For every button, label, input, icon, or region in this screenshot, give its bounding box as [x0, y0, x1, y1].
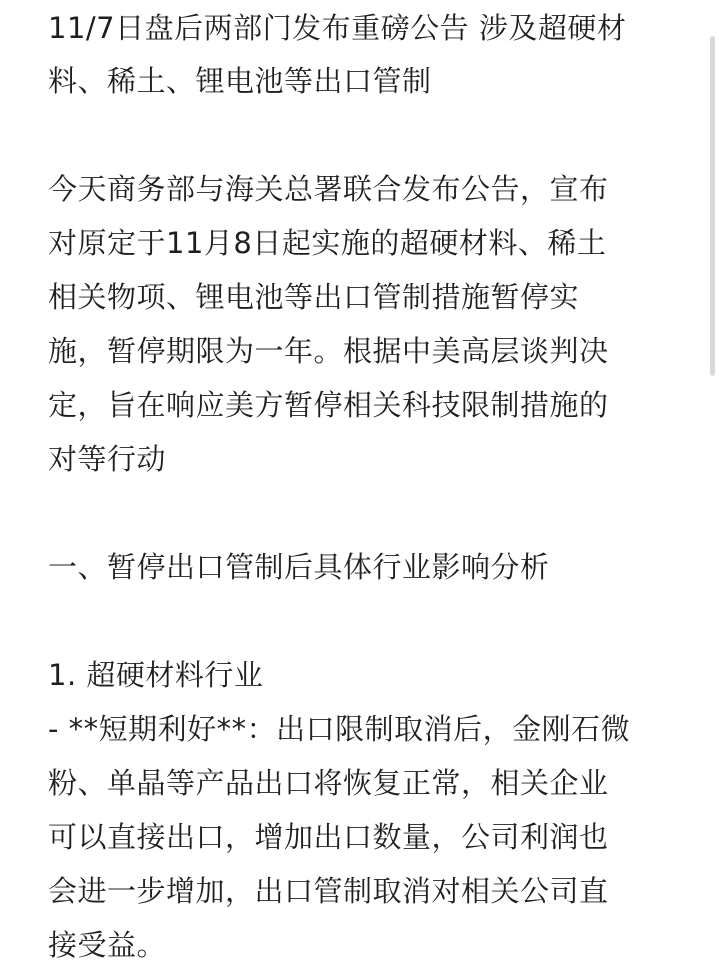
bullet-line: 粉、单晶等产品出口将恢复正常，相关企业	[48, 766, 609, 800]
paragraph-line: 定，旨在响应美方暂停相关科技限制措施的	[48, 388, 609, 422]
bullet-line: 可以直接出口，增加出口数量，公司利润也	[48, 820, 609, 854]
paragraph-line: 对原定于11月8日起实施的超硬材料、稀土	[48, 226, 607, 260]
bullet-line: - **短期利好**：出口限制取消后，金刚石微	[48, 712, 631, 746]
section-heading: 一、暂停出口管制后具体行业影响分析	[48, 550, 550, 584]
article-title-line-2: 料、稀土、锂电池等出口管制	[48, 64, 432, 98]
paragraph-line: 相关物项、锂电池等出口管制措施暂停实	[48, 280, 580, 314]
paragraph-line: 施，暂停期限为一年。根据中美高层谈判决	[48, 334, 609, 368]
vertical-scrollbar[interactable]	[710, 36, 715, 376]
subsection-heading: 1. 超硬材料行业	[48, 658, 264, 692]
paragraph-line: 今天商务部与海关总署联合发布公告，宣布	[48, 172, 609, 206]
paragraph-line: 对等行动	[48, 442, 167, 476]
article-title-line-1: 11/7日盘后两部门发布重磅公告 涉及超硬材	[48, 11, 627, 45]
bullet-line: 接受益。	[48, 928, 167, 962]
bullet-line: 会进一步增加，出口管制取消对相关公司直	[48, 874, 609, 908]
